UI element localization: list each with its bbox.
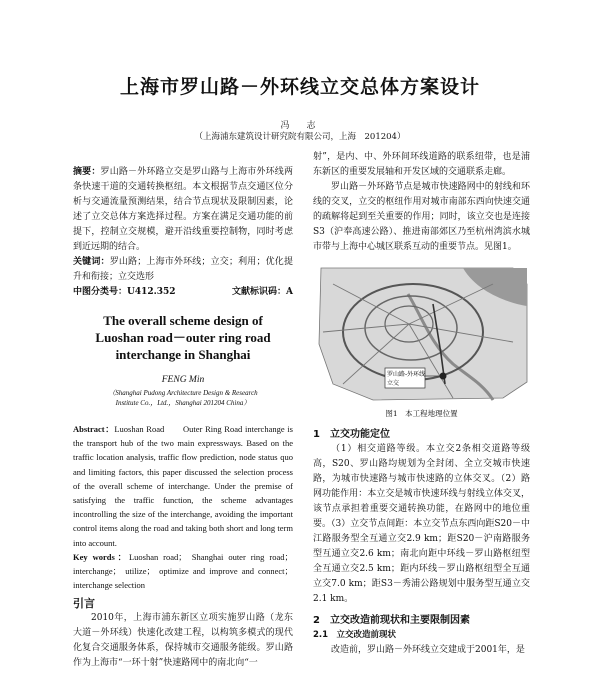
english-title: [73, 312, 293, 363]
english-title-line: Luoshan road－outer ring road: [95, 330, 271, 345]
english-affiliation: [73, 388, 293, 408]
section-2-heading: 2 立交改造前现状和主要限制因素: [313, 615, 470, 626]
keywords-cn-label: 关键词：: [73, 257, 110, 267]
section-2-1-heading: 2.1 立交改造前现状: [313, 630, 397, 640]
left-column: [73, 165, 293, 671]
keywords-cn: [73, 255, 293, 285]
affiliation: （上海浦东建筑设计研究院有限公司，上海 201204）: [194, 132, 406, 142]
doc-code: 文献标识码：A: [232, 287, 293, 297]
english-affiliation-line: Institute Co.，Ltd.，Shanghai 201204 China）: [115, 399, 251, 407]
section-1-text: （1）相交道路等级。本立交2条相交道路等级高，S20、罗山路均规划为全封闭、全立交城市快速路，为城市快速路与城市快速路的立体交叉。（2）路网功能作用：本立交是城市快速环线与射线立体交叉，该节点承担着重要交通转换功能，在路网中的地位重要。（3）立交节点间距：本立交节点东西向距S20－中江路服务型全互通立交2.9 km；距S20－沪南路服务型互通立交2.6 km；南北向距中环线－罗山路枢纽型全互通立交2.5 km；距内环线－罗山路枢纽型全互通立交7.0 km；距S3－秀浦公路规划中服务型互通立交2.1 km。: [313, 444, 530, 604]
english-title-line: The overall scheme design of: [103, 313, 263, 328]
english-affiliation-line: （Shanghai Pudong Architecture Design & Research: [108, 389, 258, 397]
section-1-heading: 1 立交功能定位: [313, 429, 390, 440]
section-2-1-text: 改造前，罗山路－外环线立交建成于2001年，是: [331, 645, 525, 655]
author: 冯 志: [280, 121, 320, 131]
map-label-2: 立交: [387, 380, 400, 387]
intro-text: 2010年，上海市浦东新区立项实施罗山路（龙东大道－外环线）快速化改建工程，以构筑多模式的现代化复合交通服务体系，保持城市交通服务能级。罗山路作为上海市“一环十射”快速路网中的南北向“一: [73, 613, 293, 669]
keywords-cn-text: 罗山路；上海市外环线；立交；利用；优化提升和衔接；立交选形: [73, 257, 293, 282]
abstract-cn: [73, 165, 293, 255]
intro-heading: 引言: [73, 597, 95, 611]
right-column: [313, 150, 530, 658]
english-title-line: interchange in Shanghai: [115, 347, 251, 362]
abstract-cn-label: 摘要：: [73, 167, 101, 177]
english-abstract-text: Luoshan Road Outer Ring Road interchange is the transport hub of the two main expressways. Based on the traffic location analysis, traffic flow prediction, node status quo and limiting factors, this paper discussed the selection process of the overall scheme of interchange. Under the premise of satisfying the traffic function, the scheme advantages incontrolling the size of the interchange, avoiding the important control items along the road and taking both short and long term into account.: [73, 424, 293, 548]
clc-number: 中图分类号：U412.352: [73, 287, 176, 297]
english-abstract-label: Abstract：: [73, 424, 115, 434]
location-map-figure: [313, 264, 530, 404]
page-title: 上海市罗山路－外环线立交总体方案设计: [119, 76, 480, 98]
english-keywords-label: Key words：: [73, 551, 129, 562]
location-map: [313, 264, 530, 404]
english-abstract: [73, 422, 293, 592]
english-author: FENG Min: [161, 375, 205, 385]
english-keywords-text: Luoshan road； Shanghai outer ring road； interchange； utilize； optimize and improve and connect； interchange selection: [73, 551, 293, 591]
right-para-1: 射”，是内、中、外环间环线道路的联系纽带，也是浦东新区的重要发展轴和开发区域的交通联系走廊。: [313, 152, 530, 177]
interchange-marker: [440, 373, 447, 380]
right-para-2: 罗山路－外环路节点是城市快速路网中的射线和环线的交叉，立交的枢纽作用对城市南部东西向快速交通的疏解将起到至关重要的作用；同时，该立交也是连接S3（沪奉高速公路）、推进南部郊区乃至杭州湾滨水城市带与上海中心城区联系互动的重要节点。见图1。: [313, 182, 530, 252]
classification-line: [73, 285, 293, 300]
figure-caption: 图1 本工程地理位置: [385, 409, 458, 418]
abstract-cn-text: 罗山路－外环路立交是罗山路与上海市外环线两条快速干道的交通转换枢纽。本文根据节点交通区位分析与交通流量预测结果，结合节点现状及限制因素，论述了立交总体方案选择过程。方案在满足交通功能的前提下，控制立交规模，避开沿线重要控制物，同时考虑到近远期的结合。: [73, 167, 293, 252]
map-label-1: 罗山路-外环线: [387, 371, 426, 378]
